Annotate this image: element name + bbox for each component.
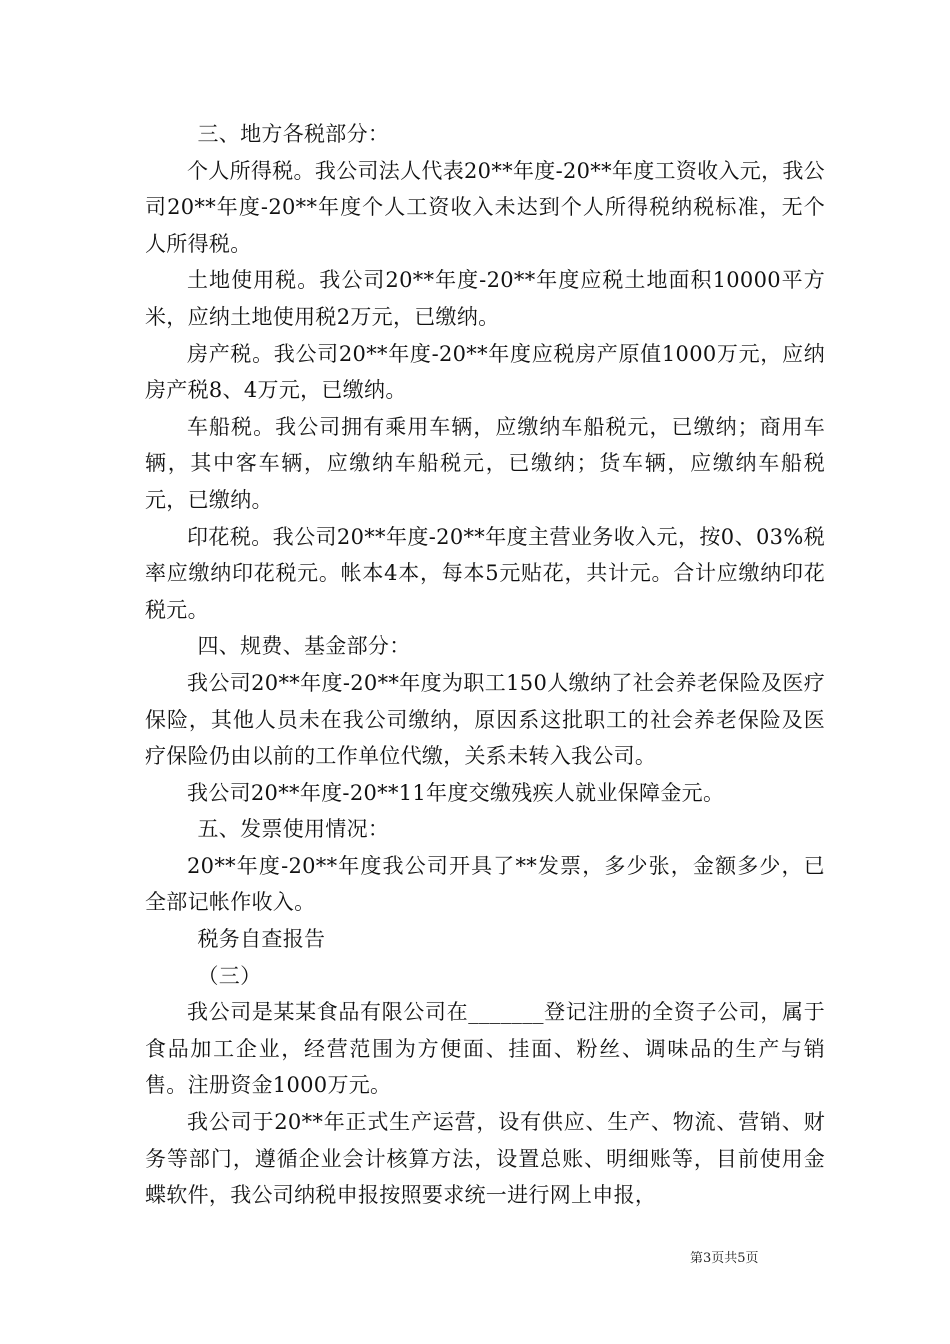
paragraph-invoices: 20**年度-20**年度我公司开具了**发票，多少张，金额多少，已全部记帐作收入。 — [145, 853, 825, 915]
section-heading-local-taxes: 三、地方各税部分： — [197, 122, 390, 146]
paragraph-stamp-tax: 印花税。我公司20**年度-20**年度主营业务收入元，按0、03%税率应缴纳印花税元。帐本4本，每本5元贴花，共计元。合计应缴纳印花税元。 — [145, 524, 825, 622]
section-heading-fees-funds: 四、规费、基金部分： — [197, 634, 411, 659]
paragraph-company-intro: 我公司是某某食品有限公司在_______登记注册的全资子公司，属于食品加工企业，经营范围为方便面、挂面、粉丝、调味品的生产与销售。注册资金1000万元。 — [145, 1000, 825, 1098]
paragraph-property-tax: 房产税。我公司20**年度-20**年度应税房产原值1000万元，应纳房产税8、4万元，已缴纳。 — [145, 341, 825, 403]
paragraph-operations: 我公司于20**年正式生产运营，设有供应、生产、物流、营销、财务等部门，遵循企业会计核算方法，设置总账、明细账等，目前使用金蝶软件，我公司纳税申报按照要求统一进行网上申报， — [145, 1110, 825, 1208]
paragraph-land-use-tax: 土地使用税。我公司20**年度-20**年度应税土地面积10000平方米，应纳土地使用税2万元，已缴纳。 — [145, 268, 825, 329]
page-number: 第3页共5页 — [690, 1251, 759, 1266]
paragraph-personal-income-tax: 个人所得税。我公司法人代表20**年度-20**年度工资收入元，我公司20**年度-20**年度个人工资收入未达到个人所得税纳税标准，无个人所得税。 — [145, 158, 825, 256]
report-title: 税务自查报告 — [197, 927, 326, 952]
document-body — [145, 116, 825, 1214]
section-heading-invoices: 五、发票使用情况： — [197, 817, 390, 842]
paragraph-disability-fund: 我公司20**年度-20**11年度交缴残疾人就业保障金元。 — [187, 780, 725, 805]
paragraph-vehicle-tax: 车船税。我公司拥有乘用车辆，应缴纳车船税元，已缴纳；商用车辆，其中客车辆，应缴纳车船税元，已缴纳；货车辆，应缴纳车船税元，已缴纳。 — [145, 414, 825, 512]
paragraph-social-insurance: 我公司20**年度-20**年度为职工150人缴纳了社会养老保险及医疗保险，其他人员未在我公司缴纳，原因系这批职工的社会养老保险及医疗保险仍由以前的工作单位代缴，关系未转入我公司。 — [145, 670, 825, 769]
report-number: （三） — [197, 963, 262, 988]
